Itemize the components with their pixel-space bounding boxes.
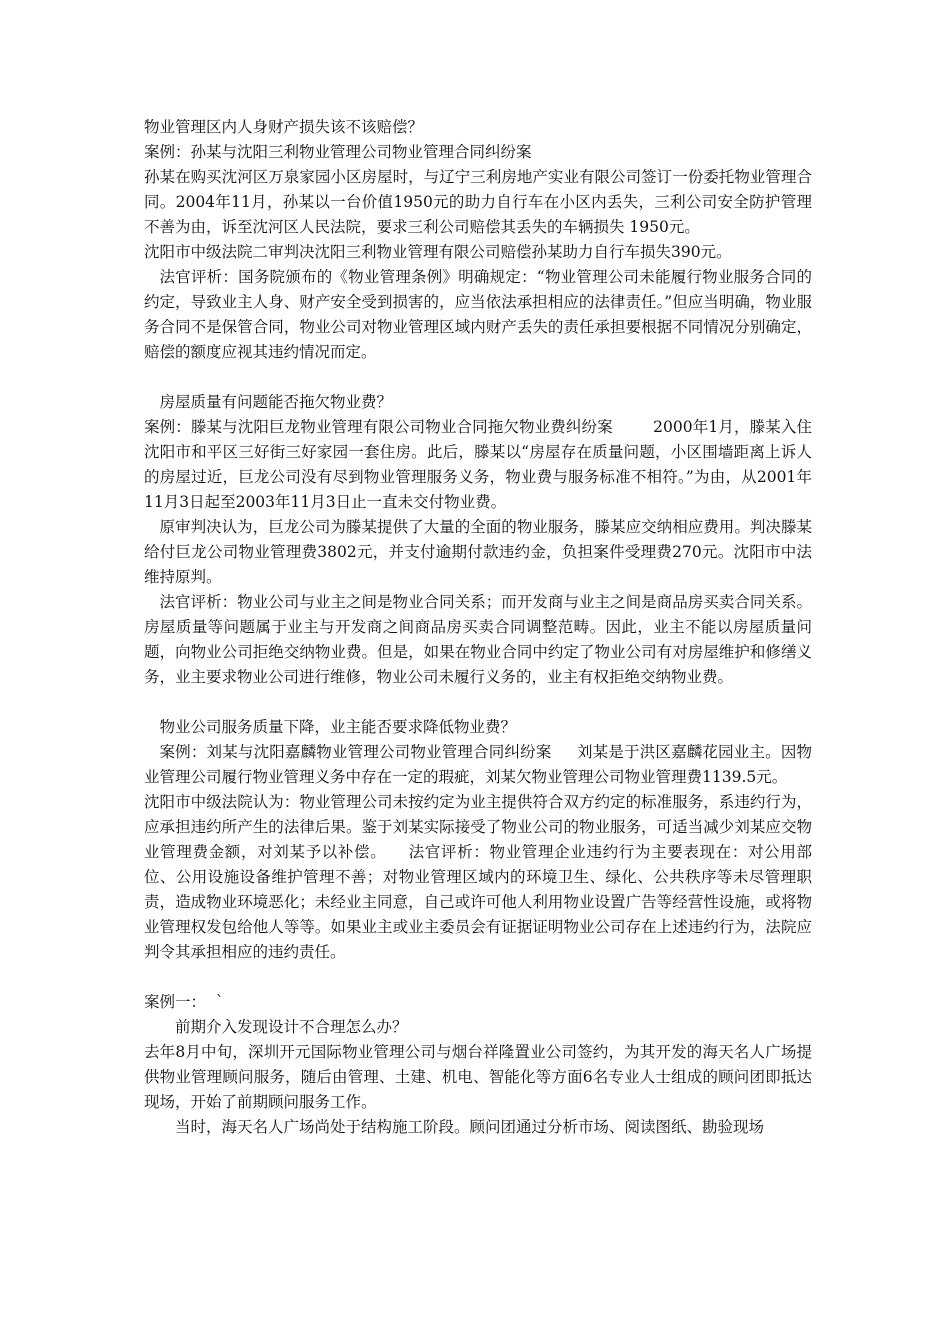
section1-title: 物业管理区内人身财产损失该不该赔偿？ bbox=[144, 118, 424, 136]
section1-case-line: 案例：孙某与沈阳三利物业管理公司物业管理合同纠纷案 bbox=[144, 143, 532, 161]
section2-analysis: 法官评析：物业公司与业主之间是物业合同关系；而开发商与业主之间是商品房买卖合同关系。房屋质量等问题属于业主与开发商之间商品房买卖合同调整范畴。因此，业主不能以房屋质量问题，向物业公司拒绝交纳物业费。但是，如果在物业合同中约定了物业公司有对房屋维护和修缮义务，业主要求物业公司进行维修，物业公司未履行义务的，业主有权拒绝交纳物业费。 bbox=[144, 593, 812, 686]
section2-case-line: 案例：滕某与沈阳巨龙物业管理有限公司物业合同拖欠物业费纠纷案 2000年1月，滕某入住沈阳市和平区三好街三好家园一套住房。此后，滕某以“房屋存在质量问题，小区围墙距离上诉人的房屋过近，巨龙公司没有尽到物业管理服务义务，物业费与服务标准不相符。”为由，从2001年11月3日起至2003年11月3日止一直未交付物业费。 bbox=[144, 418, 812, 511]
section3-ruling: 沈阳市中级法院认为：物业管理公司未按约定为业主提供符合双方约定的标准服务，系违约行为，应承担违约所产生的法律后果。鉴于刘某实际接受了物业公司的物业服务，可适当减少刘某应交物业管理费金额，对刘某予以补偿。 法官评析：物业管理企业违约行为主要表现在：对公用部位、公用设施设备维护管理不善；对物业管理区域内的环境卫生、绿化、公共秩序等未尽管理职责，造成物业环境恶化；未经业主同意，自己或许可他人利用物业设置广告等经营性设施，或将物业管理权发包给他人等等。如果业主或业主委员会有证据证明物业公司存在上述违约行为，法院应判令其承担相应的违约责任。 bbox=[144, 793, 812, 961]
section3-title: 物业公司服务质量下降，业主能否要求降低物业费？ bbox=[159, 718, 517, 736]
document-page bbox=[144, 115, 812, 1140]
section1-analysis: 法官评析：国务院颁布的《物业管理条例》明确规定：“物业管理公司未能履行物业服务合同的约定，导致业主人身、财产安全受到损害的，应当依法承担相应的法律责任。”但应当明确，物业服务合同不是保管合同，物业公司对物业管理区域内财产丢失的责任承担要根据不同情况分别确定，赔偿的额度应视其违约情况而定。 bbox=[144, 268, 812, 361]
section4-paragraph-2: 当时，海天名人广场尚处于结构施工阶段。顾问团通过分析市场、阅读图纸、勘验现场 bbox=[175, 1118, 765, 1136]
blank-line bbox=[144, 365, 812, 390]
blank-line bbox=[144, 690, 812, 715]
section1-facts: 孙某在购买沈河区万泉家园小区房屋时，与辽宁三利房地产实业有限公司签订一份委托物业管理合同。2004年11月，孙某以一台价值1950元的助力自行车在小区内丢失，三利公司安全防护管理不善为由，诉至沈河区人民法院，要求三利公司赔偿其丢失的车辆损失 1950元。 bbox=[144, 168, 812, 236]
section4-title: 前期介入发现设计不合理怎么办？ bbox=[175, 1018, 408, 1036]
section2-ruling: 原审判决认为，巨龙公司为滕某提供了大量的全面的物业服务，滕某应交纳相应费用。判决滕某给付巨龙公司物业管理费3802元，并支付逾期付款违约金，负担案件受理费270元。沈阳市中法维持原判。 bbox=[144, 518, 812, 586]
section4-label: 案例一： ` bbox=[144, 993, 224, 1011]
section3-case-line: 案例：刘某与沈阳嘉麟物业管理公司物业管理合同纠纷案 刘某是于洪区嘉麟花园业主。因物业管理公司履行物业管理义务中存在一定的瑕疵，刘某欠物业管理公司物业管理费1139.5元。 bbox=[144, 743, 812, 786]
section2-title: 房屋质量有问题能否拖欠物业费？ bbox=[159, 393, 393, 411]
section1-ruling: 沈阳市中级法院二审判决沈阳三利物业管理有限公司赔偿孙某助力自行车损失390元。 bbox=[144, 243, 732, 261]
blank-line bbox=[144, 965, 812, 990]
section4-paragraph-1: 去年8月中旬，深圳开元国际物业管理公司与烟台祥隆置业公司签约，为其开发的海天名人广场提供物业管理顾问服务，随后由管理、土建、机电、智能化等方面6名专业人士组成的顾问团即抵达现场，开始了前期顾问服务工作。 bbox=[144, 1043, 812, 1111]
